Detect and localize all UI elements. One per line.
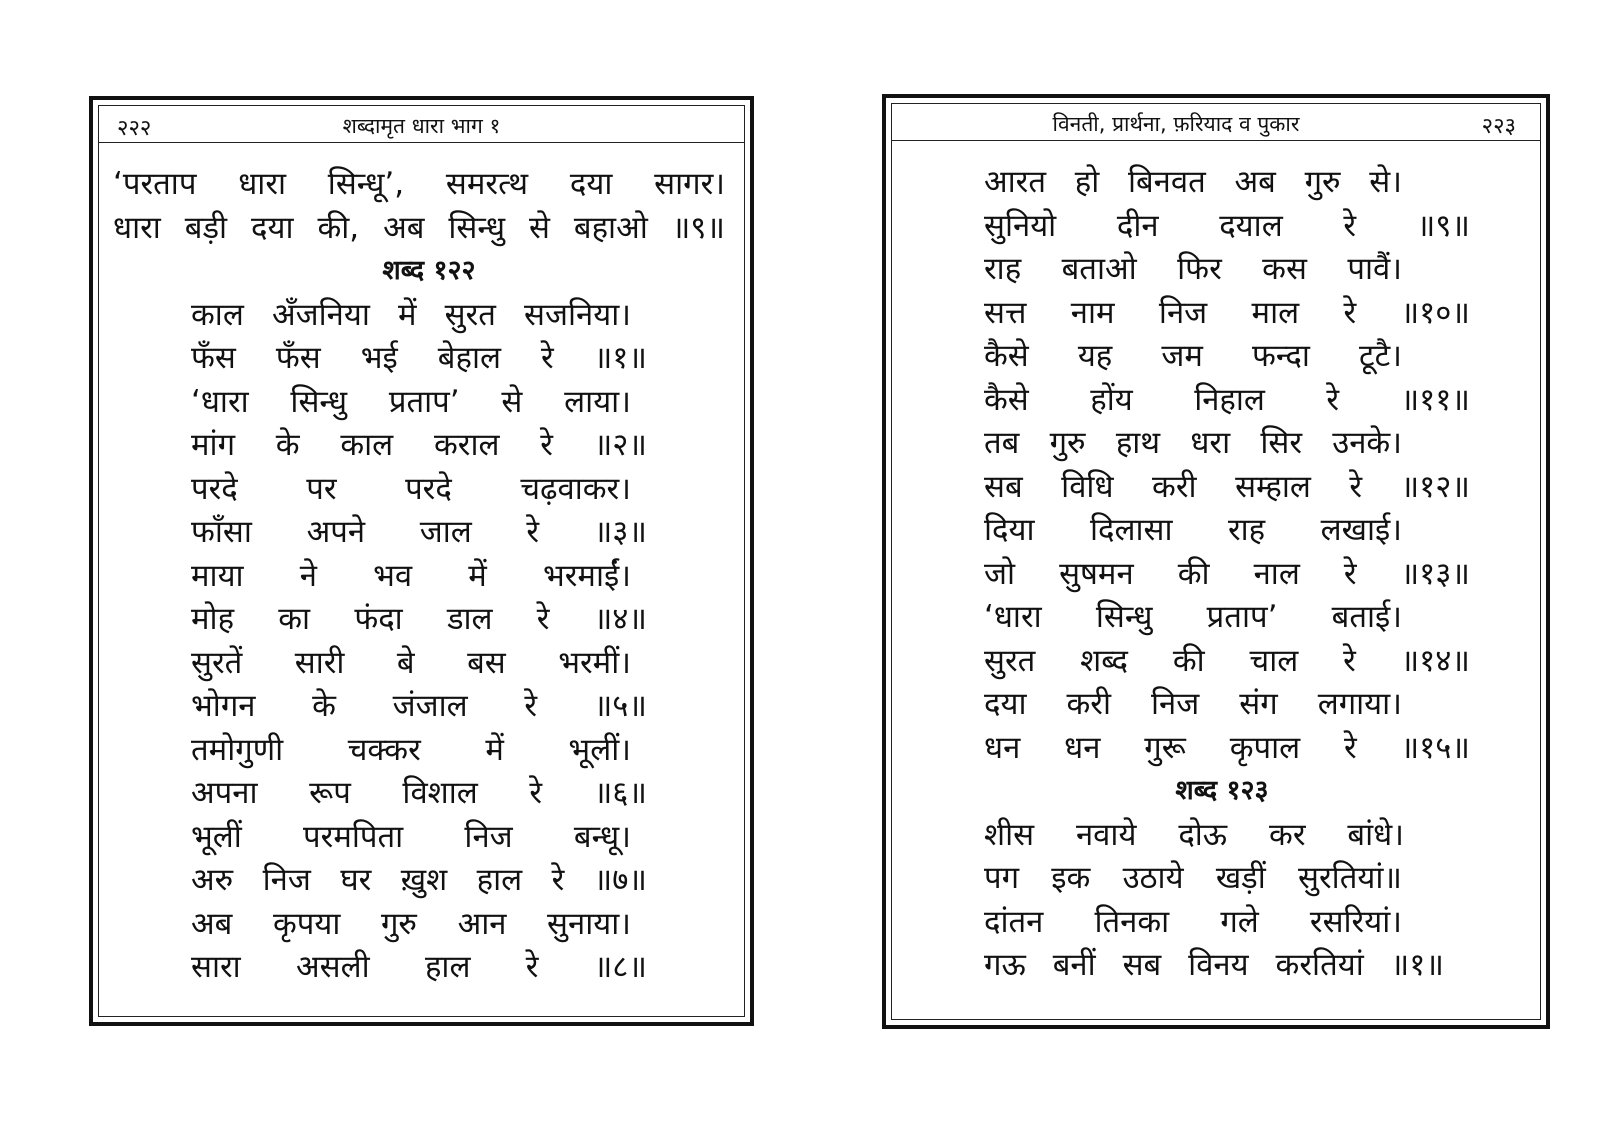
verse-line: अरु निज घर ख़ुश हाल रे ॥७॥ — [191, 862, 647, 898]
left-page-number: २२२ — [117, 116, 152, 141]
verse-line: मांग के काल कराल रे ॥२॥ — [191, 427, 647, 463]
verse-line: धन धन गुरू कृपाल रे ॥१५॥ — [984, 729, 1470, 766]
verse-line: फाँसा अपने जाल रे ॥३॥ — [191, 514, 647, 550]
verse-line: राह बताओ फिर कस पावैं। — [984, 251, 1402, 287]
verse-line: शीस नवाये दोऊ कर बांधे। — [984, 816, 1404, 853]
verse-line: सुरत शब्द की चाल रे ॥१४॥ — [984, 642, 1470, 679]
right-page-frame — [891, 103, 1541, 1020]
verse-line: फँस फँस भई बेहाल रे ॥१॥ — [191, 340, 647, 376]
verse-line: दया करी निज संग लगाया। — [984, 686, 1402, 722]
verse-line: भूलीं परमपिता निज बन्धू। — [191, 818, 631, 855]
verse-line: अब कृपया गुरु आन सुनाया। — [191, 905, 631, 942]
verse-line: ‘धारा सिन्धु प्रताप’ बताई। — [984, 599, 1402, 635]
verse-line: गऊ बनीं सब विनय करतियां ॥१॥ — [984, 947, 1444, 983]
left-page-frame — [98, 105, 745, 1017]
verse-heading: शब्द १२३ — [1175, 775, 1269, 806]
verse-line: तब गुरु हाथ धरा सिर उनके। — [984, 425, 1402, 461]
left-page-title: शब्दामृत धारा भाग १ — [342, 114, 501, 138]
verse-line: भोगन के जंजाल रे ॥५॥ — [191, 688, 647, 724]
verse-line: अपना रूप विशाल रे ॥६॥ — [191, 775, 647, 811]
verse-line: दांतन तिनका गले रसरियां। — [984, 903, 1402, 940]
right-page-title: विनती, प्रार्थना, फ़रियाद व पुकार — [1052, 112, 1300, 136]
verse-line: सत्त नाम निज माल रे ॥१०॥ — [984, 294, 1470, 331]
right-page — [882, 94, 1550, 1029]
verse-line: दिया दिलासा राह लखाई। — [984, 512, 1402, 548]
intro-line: ‘परताप धारा सिन्धू’, समरत्थ दया सागर। — [113, 166, 725, 202]
intro-line: धारा बड़ी दया की, अब सिन्धु से बहाओ ॥९॥ — [113, 209, 725, 246]
verse-line: कैसे होंय निहाल रे ॥११॥ — [984, 381, 1470, 418]
right-page-number: २२३ — [1481, 114, 1516, 139]
verse-line: ‘धारा सिन्धु प्रताप’ से लाया। — [191, 383, 631, 420]
verse-line: सुनियो दीन दयाल रे ॥९॥ — [984, 207, 1470, 244]
verse-line: परदे पर परदे चढ़वाकर। — [191, 470, 631, 507]
verse-line: काल अँजनिया में सुरत सजनिया। — [191, 296, 631, 333]
verse-line: सारा असली हाल रे ॥८॥ — [191, 949, 647, 985]
verse-line: सब विधि करी सम्हाल रे ॥१२॥ — [984, 468, 1470, 505]
verse-line: सुरतें सारी बे बस भरमीं। — [191, 644, 631, 681]
left-page-header — [99, 106, 744, 143]
verse-line: माया ने भव में भरमाईं। — [191, 557, 631, 594]
verse-line: मोह का फंदा डाल रे ॥४॥ — [191, 601, 647, 637]
verse-line: जो सुषमन की नाल रे ॥१३॥ — [984, 555, 1470, 592]
verse-line: कैसे यह जम फन्दा टूटै। — [984, 338, 1402, 374]
left-page — [89, 96, 754, 1026]
right-page-header — [892, 104, 1540, 141]
verse-line: आरत हो बिनवत अब गुरु से। — [984, 164, 1402, 200]
verse-heading: शब्द १२२ — [382, 255, 476, 286]
verse-line: तमोगुणी चक्कर में भूलीं। — [191, 731, 631, 768]
verse-line: पग इक उठाये खड़ीं सुरतियां॥ — [984, 860, 1402, 896]
